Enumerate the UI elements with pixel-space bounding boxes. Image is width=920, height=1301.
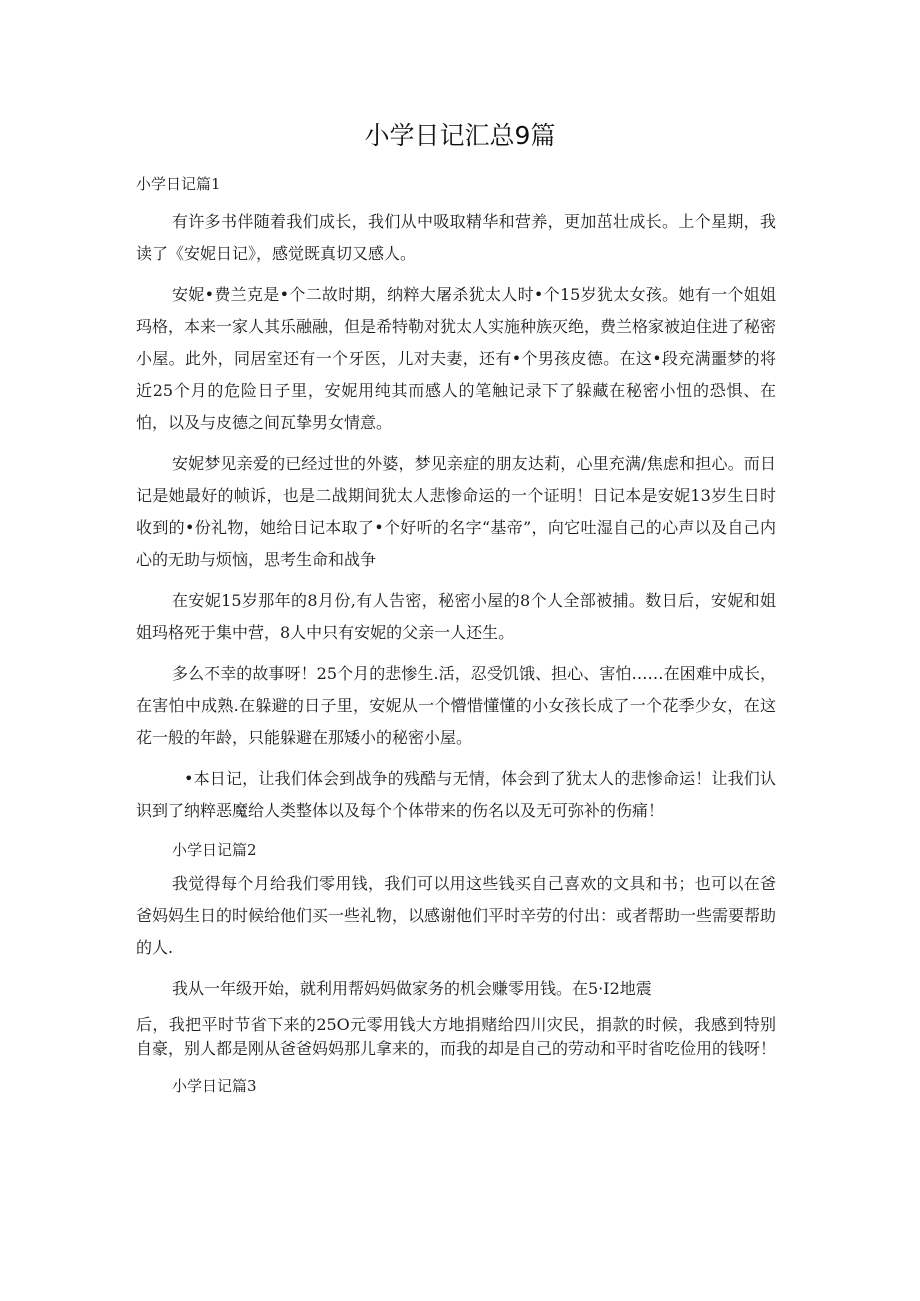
document-title: 小学日记汇总9篇 <box>364 121 556 150</box>
paragraph: •本日记，让我们体会到战争的残酷与无情，体会到了犹太人的悲惨命运！让我们认识到了纳粹恶魔给人类整体以及每个个体带来的伤名以及无可弥补的伤痛！ <box>136 769 776 820</box>
document-body <box>136 168 776 1102</box>
paragraph: 多么不幸的故事呀！25个月的悲惨生.活，忍受饥饿、担心、害怕……在困难中成长，在害怕中成熟.在躲避的日子里，安妮从一个懵惜懂懂的小女孩长成了一个花季少女，在这花一般的年龄，只能躲避在那矮小的秘密小屋。 <box>136 664 776 747</box>
paragraph: 在安妮15岁那年的8月份,有人告密，秘密小屋的8个人全部被捕。数日后，安妮和姐姐玛格死于集中营，8人中只有安妮的父亲一人还生。 <box>136 591 776 642</box>
section-heading-1: 小学日记篇1 <box>136 175 221 193</box>
section-heading-3: 小学日记篇3 <box>172 1077 257 1095</box>
paragraph: 有许多书伴随着我们成长，我们从中吸取精华和营养，更加茁壮成长。上个星期，我读了《安妮日记》，感觉既真切又感人。 <box>136 212 776 263</box>
paragraph: 我从一年级开始，就利用帮妈妈做家务的机会赚零用钱。在5·I2地震 <box>172 979 652 998</box>
section-heading-2: 小学日记篇2 <box>172 841 257 859</box>
paragraph: 后，我把平时节省下来的25O元零用钱大方地捐赌给四川灾民，捐款的时候，我感到特别自豪，别人都是刚从爸爸妈妈那儿拿来的，而我的却是自己的劳动和平时省吃俭用的钱呀！ <box>136 1015 777 1058</box>
paragraph: 安妮•费兰克是•个二故时期，纳粹大屠杀犹太人时•个15岁犹太女孩。她有一个姐姐玛格，本来一家人其乐融融，但是希特勒对犹太人实施种族灭绝，费兰格家被迫住进了秘密小屋。此外，同居室还有一个牙医，儿对夫妻，还有•个男孩皮德。在这•段充满噩梦的将近25个月的危险日子里，安妮用纯其而感人的笔触记录下了躲藏在秘密小忸的恐惧、在怕，以及与皮德之间瓦挚男女情意。 <box>136 285 777 432</box>
paragraph: 安妮梦见亲爱的已经过世的外婆，梦见亲症的朋友达莉，心里充满/焦虑和担心。而日记是她最好的帧诉，也是二战期间犹太人悲惨命运的一个证明！日记本是安妮13岁生日时收到的•份礼物，她给日记本取了•个好听的名字“基帝”，向它吐湿自己的心声以及自己内心的无助与烦恼，思考生命和战争 <box>136 454 776 569</box>
paragraph: 我觉得每个月给我们零用钱，我们可以用这些钱买自己喜欢的文具和书；也可以在爸爸妈妈生日的时候给他们买一些礼物，以感谢他们平时辛劳的付出：或者帮助一些需要帮助的人. <box>136 874 777 957</box>
